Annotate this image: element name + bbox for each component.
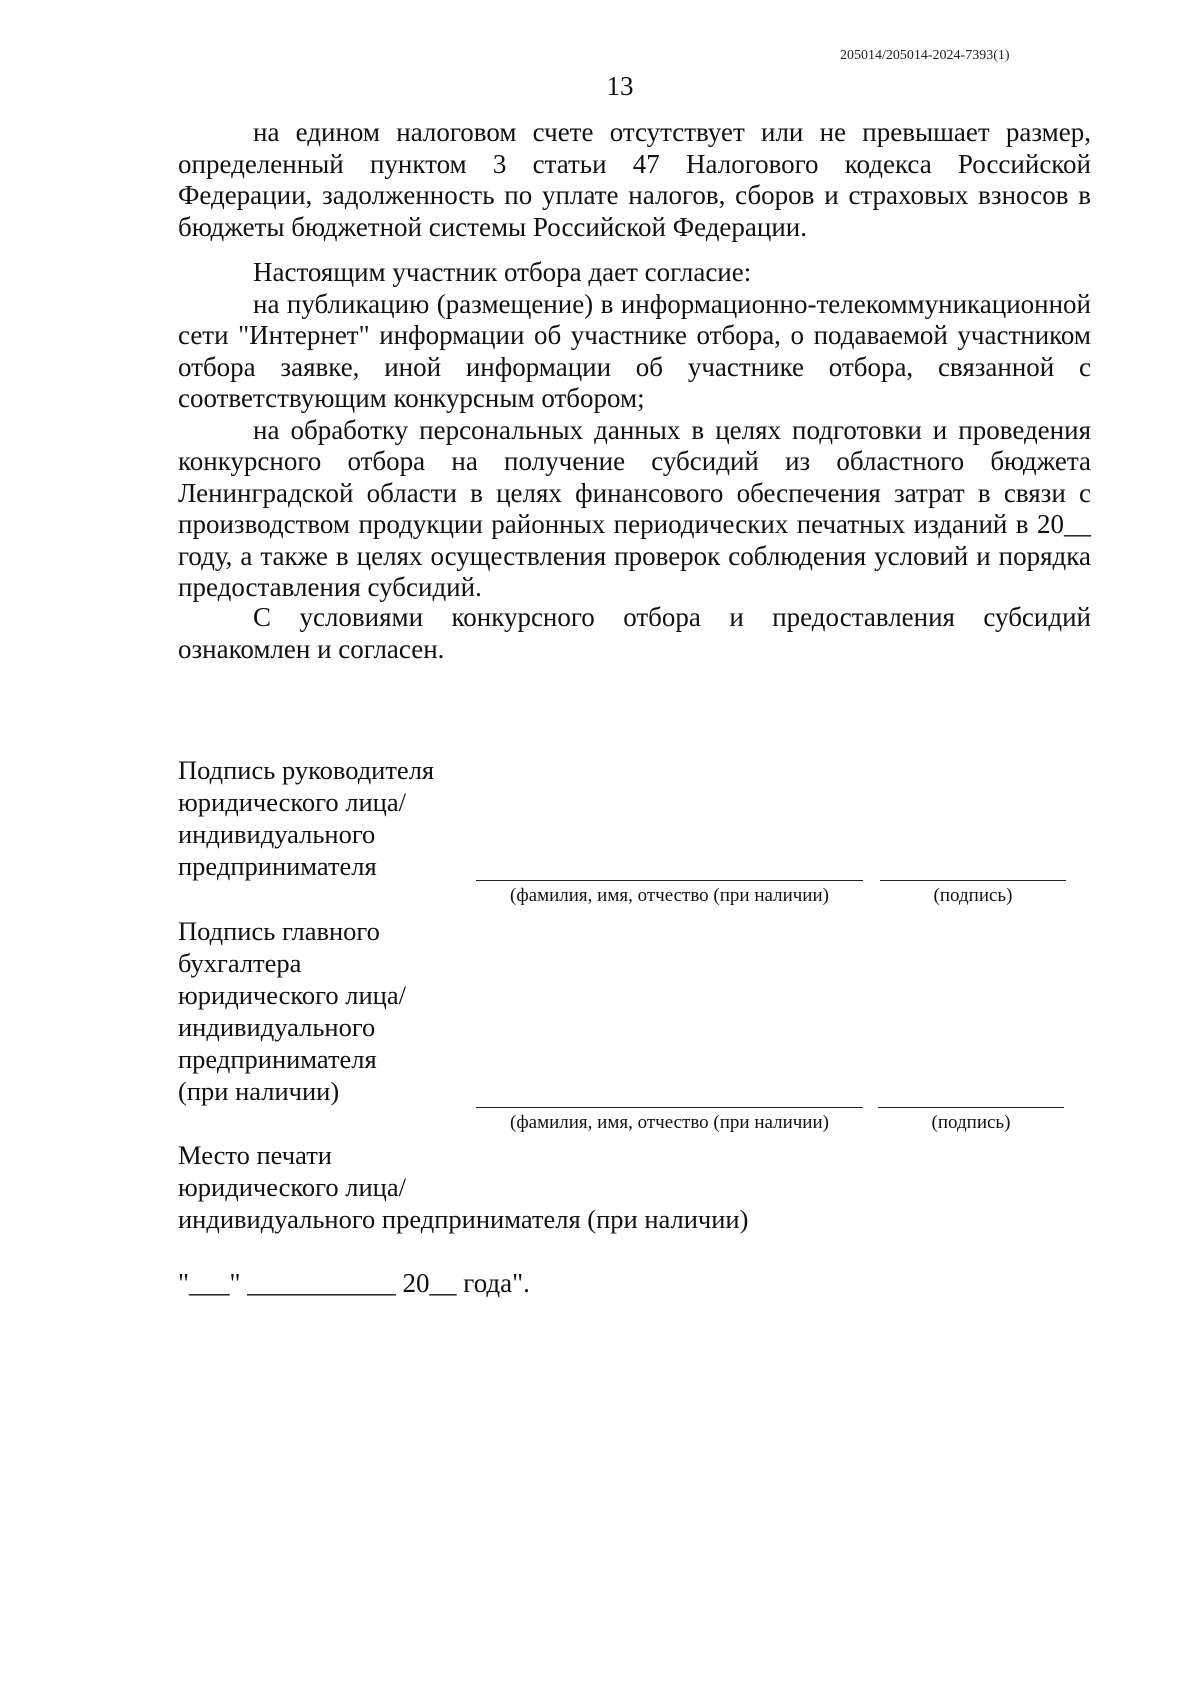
- accountant-label-line1: Подпись главного: [178, 916, 380, 946]
- document-id: 205014/205014-2024-7393(1): [840, 48, 1010, 63]
- accountant-sign-caption: (подпись): [931, 1112, 1011, 1133]
- consent-personal-data: на обработку персональных данных в целях подготовки и проведения конкурсного отбора на получение субсидий из областного бюджета Ленинградской области в целях финансового обеспечения затрат в связи с производством продукции районных периодических печатных изданий в 20__ году, а также в целях осуществления проверок соблюдения условий и порядка предоставления субсидий.: [178, 414, 1091, 602]
- accountant-name-line: [476, 1107, 863, 1108]
- seal-label: [178, 1139, 748, 1235]
- page-number: 13: [606, 71, 634, 101]
- paragraph-acknowledgement: [178, 602, 1091, 665]
- accountant-sign-line: [878, 1107, 1064, 1108]
- accountant-name-caption: (фамилия, имя, отчество (при наличии): [510, 1112, 829, 1133]
- consent-intro: Настоящим участник отбора дает согласие:: [253, 257, 752, 287]
- accountant-label-line6: (при наличии): [178, 1076, 340, 1106]
- head-label-line3: индивидуального: [178, 819, 376, 849]
- head-sign-line: [880, 880, 1066, 881]
- tax-debt-text: на едином налоговом счете отсутствует или не превышает размер, определенный пунктом 3 статьи 47 Налогового кодекса Российской Федерации, задолженность по уплате налогов, сборов и страховых взносов в бюджеты бюджетной системы Российской Федерации.: [178, 117, 1091, 242]
- head-name-caption: (фамилия, имя, отчество (при наличии): [510, 885, 829, 906]
- head-label-line1: Подпись руководителя: [178, 755, 435, 785]
- seal-label-line2: юридического лица/: [178, 1172, 406, 1202]
- head-signature-label: [178, 754, 434, 882]
- accountant-label-line5: предпринимателя: [178, 1044, 377, 1074]
- accountant-label-line4: индивидуального: [178, 1012, 376, 1042]
- paragraph-tax-debt: [178, 117, 1091, 243]
- head-sign-caption: (подпись): [933, 885, 1013, 906]
- accountant-label-line2: бухгалтера: [178, 948, 302, 978]
- date-line: "___" ___________ 20__ года".: [178, 1268, 530, 1298]
- seal-label-line1: Место печати: [178, 1140, 332, 1170]
- head-name-line: [476, 880, 863, 881]
- head-label-line2: юридического лица/: [178, 787, 406, 817]
- consent-section: [178, 257, 1091, 604]
- seal-label-line3: индивидуального предпринимателя (при наличии): [178, 1204, 749, 1234]
- accountant-signature-label: [178, 915, 406, 1107]
- head-label-line4: предпринимателя: [178, 851, 377, 881]
- accountant-label-line3: юридического лица/: [178, 980, 406, 1010]
- consent-publication: на публикацию (размещение) в информационно-телекоммуникационной сети "Интернет" информации об участнике отбора, о подаваемой участником отбора заявке, иной информации об участнике отбора, связанной с соответствующим конкурсным отбором;: [178, 288, 1091, 413]
- acknowledgement-text: С условиями конкурсного отбора и предоставления субсидий ознакомлен и согласен.: [178, 602, 1091, 664]
